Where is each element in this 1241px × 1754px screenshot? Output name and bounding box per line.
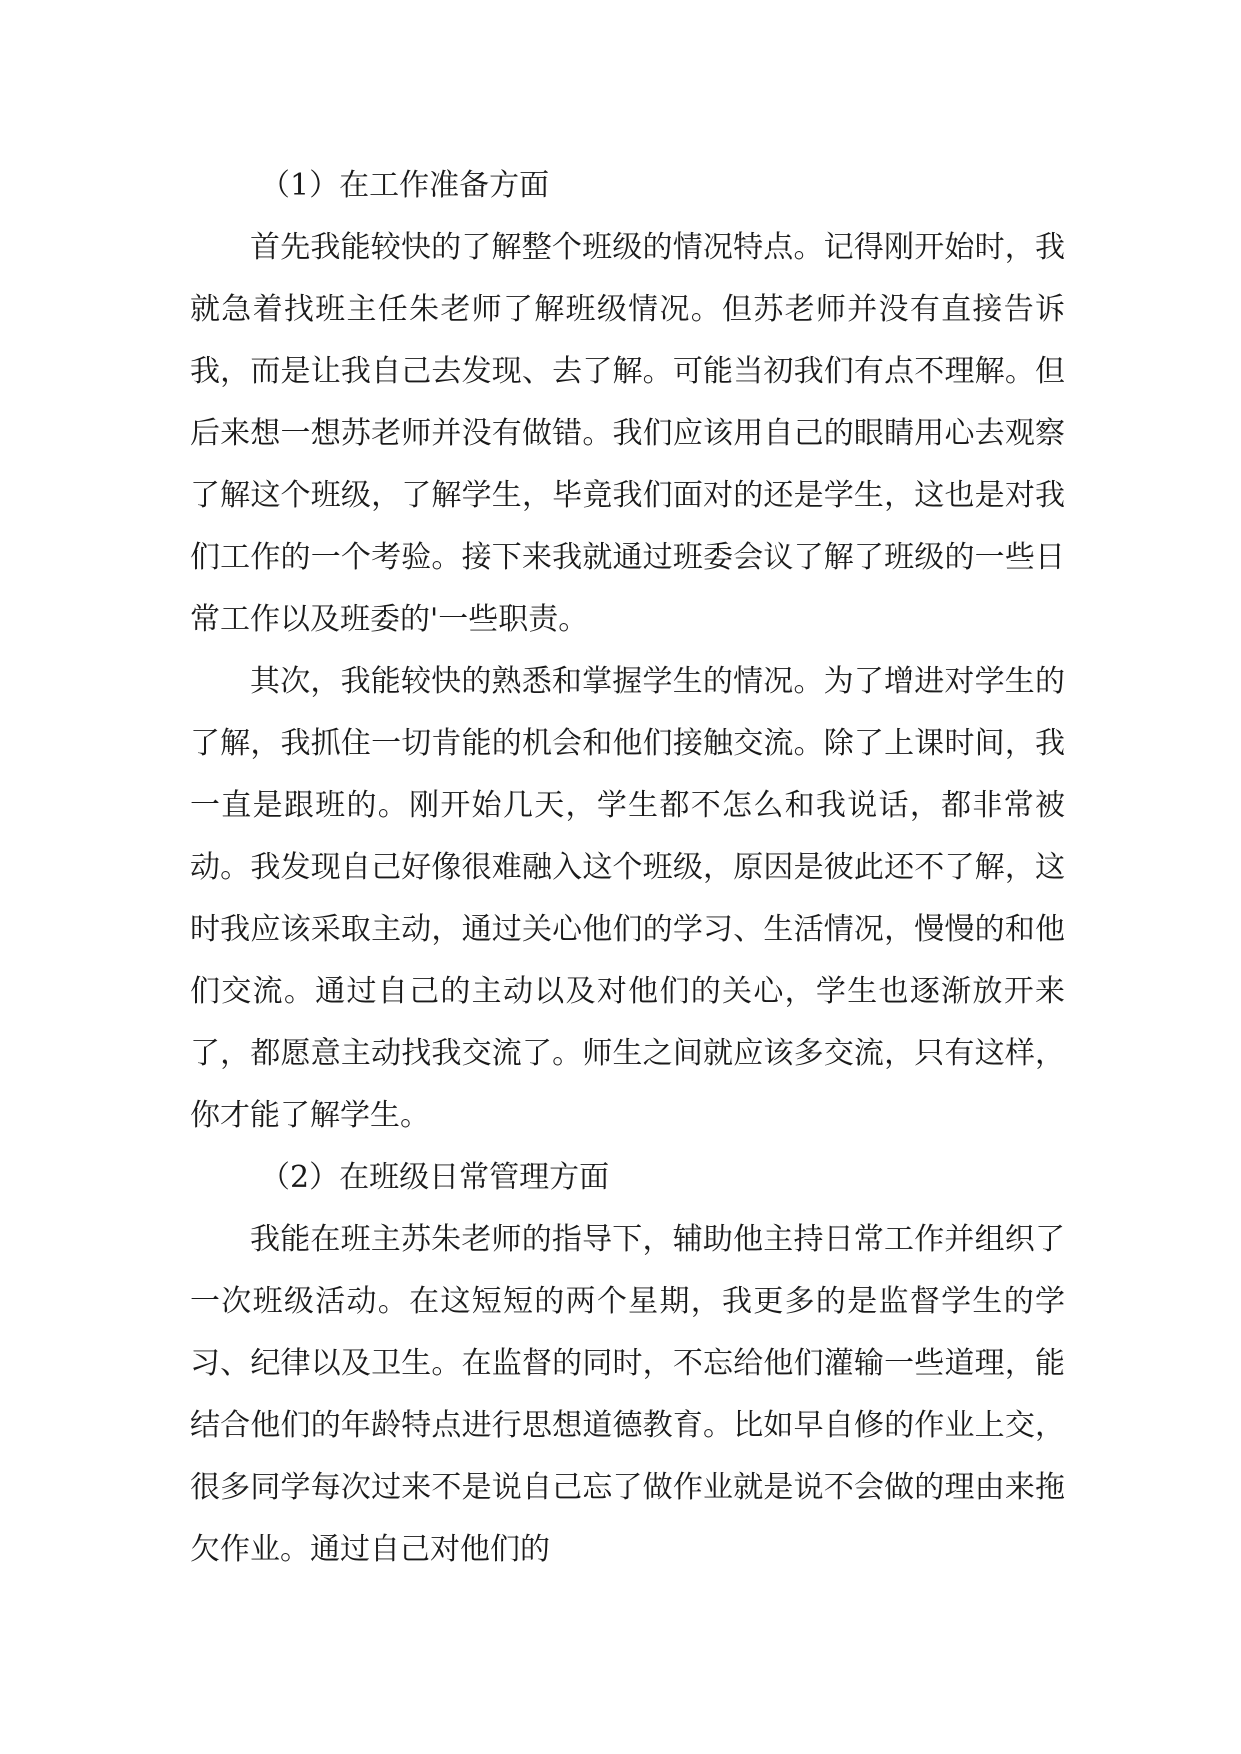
section-heading-2: （2）在班级日常管理方面 — [260, 1160, 610, 1195]
paragraph-3: 我能在班主苏朱老师的指导下，辅助他主持日常工作并组织了一次班级活动。在这短短的两个星期，我更多的是监督学生的学习、纪律以及卫生。在监督的同时，不忘给他们灌输一些道理，能结合他们的年龄特点进行思想道德教育。比如早自修的作业上交，很多同学每次过来不是说自己忘了做作业就是说不会做的理由来拖欠作业。通过自己对他们的 — [190, 1222, 1065, 1567]
paragraph-1: 首先我能较快的了解整个班级的情况特点。记得刚开始时，我就急着找班主任朱老师了解班级情况。但苏老师并没有直接告诉我，而是让我自己去发现、去了解。可能当初我们有点不理解。但后来想一想苏老师并没有做错。我们应该用自己的眼睛用心去观察了解这个班级，了解学生，毕竟我们面对的还是学生，这也是对我们工作的一个考验。接下来我就通过班委会议了解了班级的一些日常工作以及班委的'一些职责。 — [190, 230, 1065, 637]
paragraph-2: 其次，我能较快的熟悉和掌握学生的情况。为了增进对学生的了解，我抓住一切肯能的机会和他们接触交流。除了上课时间，我一直是跟班的。刚开始几天，学生都不怎么和我说话，都非常被动。我发现自己好像很难融入这个班级，原因是彼此还不了解，这时我应该采取主动，通过关心他们的学习、生活情况，慢慢的和他们交流。通过自己的主动以及对他们的关心，学生也逐渐放开来了，都愿意主动找我交流了。师生之间就应该多交流，只有这样，你才能了解学生。 — [190, 664, 1065, 1133]
section-heading-1: （1）在工作准备方面 — [260, 168, 550, 203]
document-body — [190, 155, 1065, 1581]
